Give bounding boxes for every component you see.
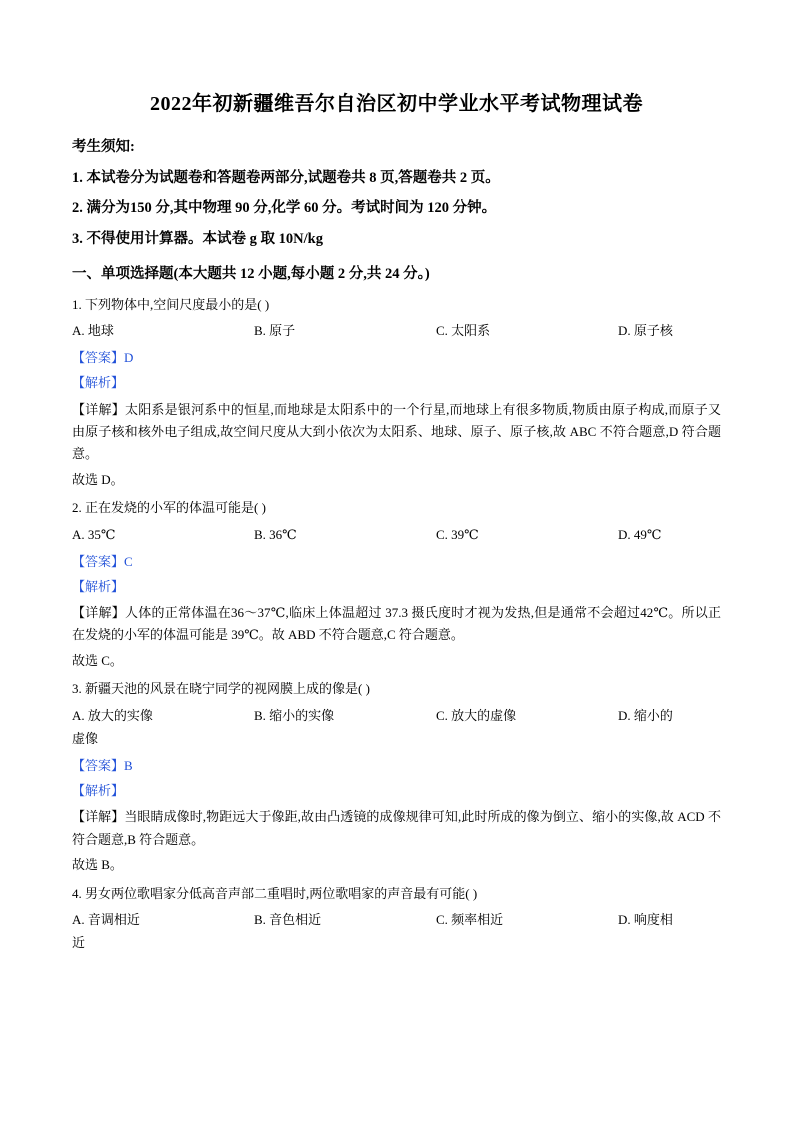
answer-line: [72, 756, 721, 776]
question-stem: 3. 新疆天池的风景在晓宁同学的视网膜上成的像是( ): [72, 681, 370, 697]
analysis-label: 【解析】: [72, 375, 125, 391]
analysis-label: 【解析】: [72, 578, 125, 594]
pick-line: 故选 D。: [72, 471, 124, 487]
question-stem: 2. 正在发烧的小军的体温可能是( ): [72, 500, 266, 516]
question-stem: 4. 男女两位歌唱家分低高音声部二重唱时,两位歌唱家的声音最有可能( ): [72, 885, 478, 901]
option-d: D. 缩小的: [618, 707, 673, 723]
question-stem: 1. 下列物体中,空间尺度最小的是( ): [72, 296, 270, 312]
detail-line: [72, 806, 721, 851]
option-a: A. 放大的实像: [72, 707, 153, 723]
option-wrap-tail: 虚像: [72, 730, 99, 746]
option-c: C. 太阳系: [436, 323, 491, 339]
option-a: A. 地球: [72, 323, 114, 339]
notice-line-1: 1. 本试卷分为试题卷和答题卷两部分,试题卷共 8 页,答题卷共 2 页。: [72, 170, 500, 187]
detail-label: 【详解】: [72, 809, 125, 825]
option-b: B. 音色相近: [254, 911, 322, 927]
answer-label: 【答案】: [72, 553, 125, 569]
analysis-label: 【解析】: [72, 783, 125, 799]
option-b: B. 原子: [254, 323, 296, 339]
option-d: D. 响度相: [618, 911, 673, 927]
pick-line: 故选 B。: [72, 856, 123, 872]
option-a: A. 35℃: [72, 526, 116, 542]
option-row: [72, 321, 721, 341]
notice-line-3: 3. 不得使用计算器。本试卷 g 取 10N/kg: [72, 230, 323, 247]
notice-line-2: 2. 满分为150 分,其中物理 90 分,化学 60 分。考试时间为 120 分钟。: [72, 200, 497, 217]
option-a: A. 音调相近: [72, 911, 140, 927]
option-row: [72, 525, 721, 545]
answer-value: B: [124, 757, 133, 773]
detail-label: 【详解】: [72, 401, 125, 417]
option-row: [72, 706, 721, 726]
option-c: C. 放大的虚像: [436, 707, 517, 723]
notice-heading: 考生须知:: [72, 139, 135, 155]
detail-line: [72, 602, 721, 647]
section-heading: 一、单项选择题(本大题共 12 小题,每小题 2 分,共 24 分。): [72, 265, 430, 282]
option-row: [72, 910, 721, 930]
option-c: C. 频率相近: [436, 911, 504, 927]
pick-line: 故选 C。: [72, 652, 123, 668]
option-b: B. 缩小的实像: [254, 707, 335, 723]
detail-text: 人体的正常体温在36～37℃,临床上体温超过 37.3 摄氏度时才视为发热,但是通常不会超过42℃。所以正在发烧的小军的体温可能是 39℃。故 ABD 不符合题意,C 符合题意。: [72, 604, 721, 643]
answer-value: D: [124, 350, 134, 366]
answer-line: [72, 348, 721, 368]
answer-label: 【答案】: [72, 350, 125, 366]
answer-line: [72, 552, 721, 572]
detail-label: 【详解】: [72, 604, 125, 620]
option-d: D. 原子核: [618, 323, 673, 339]
detail-text: 太阳系是银河系中的恒星,而地球是太阳系中的一个行星,而地球上有很多物质,物质由原子构成,而原子又由原子核和核外电子组成,故空间尺度从大到小依次为太阳系、地球、原子、原子核,故 ABC 不符合题意,D 符合题意。: [72, 401, 721, 462]
option-c: C. 39℃: [436, 526, 479, 542]
detail-line: [72, 399, 721, 466]
option-wrap-tail: 近: [72, 934, 86, 950]
page-title: 2022年初新疆维吾尔自治区初中学业水平考试物理试卷: [150, 93, 643, 115]
option-d: D. 49℃: [618, 526, 662, 542]
answer-value: C: [124, 553, 133, 569]
option-b: B. 36℃: [254, 526, 297, 542]
detail-text: 当眼睛成像时,物距远大于像距,故由凸透镜的成像规律可知,此时所成的像为倒立、缩小的实像,故 ACD 不符合题意,B 符合题意。: [72, 809, 721, 847]
answer-label: 【答案】: [72, 757, 125, 773]
